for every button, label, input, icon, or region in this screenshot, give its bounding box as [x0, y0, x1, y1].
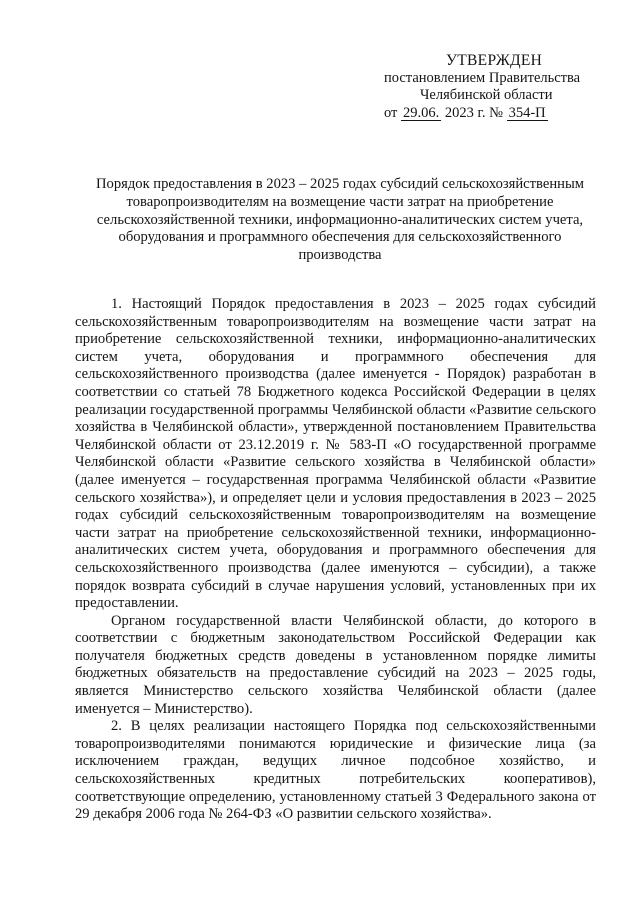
approval-date-value: 29.06.: [403, 104, 440, 121]
paragraph-1: 1. Настоящий Порядок предоставления в 2023 – 2025 годах субсидий сельскохозяйственным товаропроизводителям на возмещение части затрат на приобретение сельскохозяйственной техники, информационно-аналитических систем учета, оборудования и программного обеспечения для сельскохозяйственного производства (далее именуется - Порядок) разработан в соответствии со статьей 78 Бюджетного кодекса Российской Федерации в целях реализации государственной программы Челябинской области «Развитие сельского хозяйства в Челябинской области», утвержденной постановлением Правительства Челябинской области от 23.12.2019 г. № 583-П «О государственной программе Челябинской области «Развитие сельского хозяйства в Челябинской области» (далее именуется – государственная программа Челябинской области «Развитие сельского хозяйства»), и определяет цели и условия предоставления в 2023 – 2025 годах субсидий сельскохозяйственным товаропроизводителям на возмещение части затрат на приобретение сельскохозяйственной техники, информационно-аналитических систем учета, оборудования и программного обеспечения для сельскохозяйственного производства (далее именуются – субсидии), а также порядок возврата субсидий в случае нарушения условий, установленных при их предоставлении.: [75, 296, 596, 612]
approval-number-value: 354-П: [508, 104, 546, 121]
document-body: [75, 296, 596, 824]
title-line-4: оборудования и программного обеспечения для сельскохозяйственного: [118, 229, 562, 246]
approval-date-prefix: от: [384, 104, 398, 121]
paragraph-3: 2. В целях реализации настоящего Порядка под сельскохозяйственными товаропроизводителями понимаются юридические и физические лица (за исключением граждан, ведущих личное подсобное хозяйство, и сельскохозяйственных кредитных потребительских кооперативов), соответствующие определению, установленному статьей 3 Федерального закона от 29 декабря 2006 года № 264-ФЗ «О развитии сельского хозяйства».: [75, 718, 596, 823]
title-line-1: Порядок предоставления в 2023 – 2025 годах субсидий сельскохозяйственным: [96, 176, 584, 192]
approval-date-line: [384, 105, 604, 123]
approval-stamp: [384, 52, 604, 122]
approval-year-text: 2023 г. №: [444, 104, 503, 121]
approval-heading: УТВЕРЖДЕН: [446, 52, 543, 69]
title-line-3: сельскохозяйственной техники, информационно-аналитических систем учета,: [96, 211, 584, 228]
title-line-5: производства: [298, 247, 382, 264]
title-line-2: товаропроизводителям на возмещение части затрат на приобретение: [126, 193, 554, 210]
paragraph-2: Органом государственной власти Челябинской области, до которого в соответствии с бюджетным законодательством Российской Федерации как получателя бюджетных средств доведены в установленном порядке лимиты бюджетных обязательств на предоставление субсидий на 2023 – 2025 годы, является Министерство сельского хозяйства Челябинской области (далее именуется – Министерство).: [75, 612, 596, 717]
approval-line-2: Челябинской области: [420, 87, 553, 103]
approval-line-1: постановлением Правительства: [384, 69, 581, 86]
document-title: [60, 176, 620, 265]
